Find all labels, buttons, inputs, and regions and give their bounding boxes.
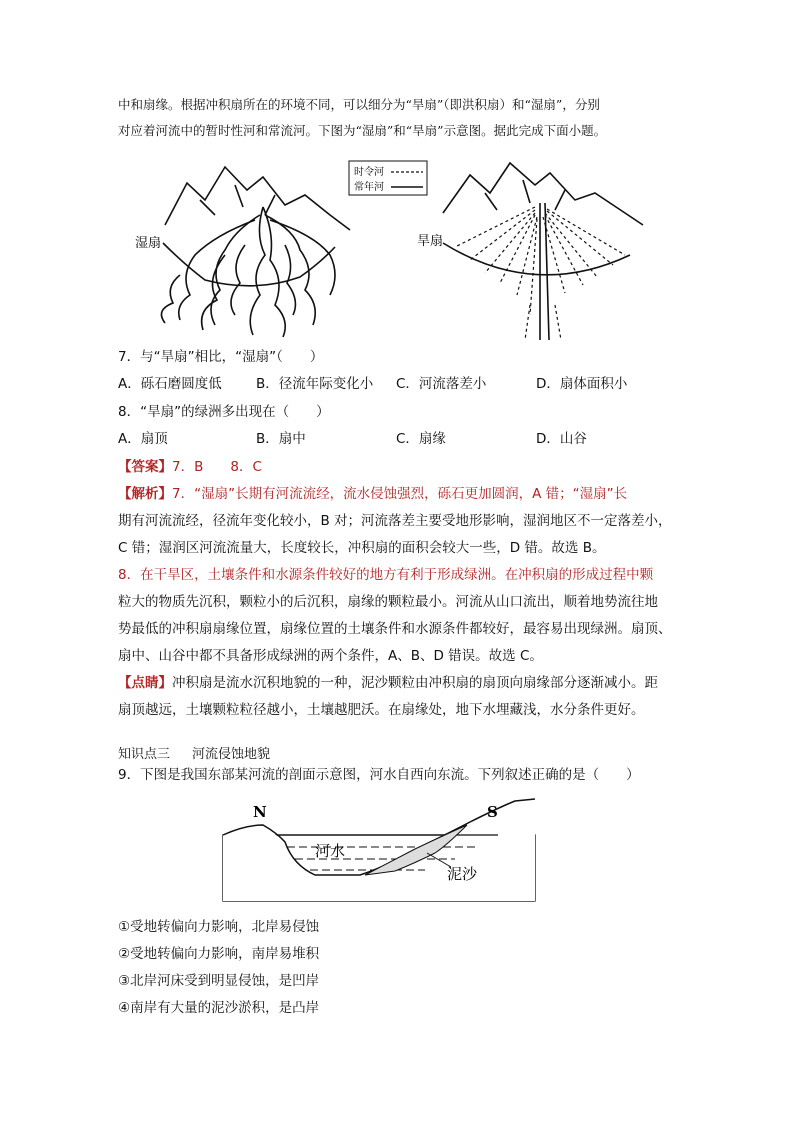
q8-option-d[interactable]: D．山谷: [536, 431, 587, 447]
legend-seasonal-label: 时令河: [354, 167, 384, 178]
wet-fan-drawing: [161, 167, 350, 337]
tip-line-2: 扇顶越远，土壤颗粒粒径越小，土壤越肥沃。在扇缘处，地下水埋藏浅，水分条件更好。: [118, 702, 645, 718]
water-label: 河水: [315, 842, 346, 860]
q8-option-a[interactable]: A．扇顶: [118, 431, 168, 447]
alluvial-fan-figure: [125, 155, 655, 340]
q9-stem: 9．下图是我国东部某河流的剖面示意图，河水自西向东流。下列叙述正确的是（ ）: [118, 767, 640, 783]
answer-text: 7．B 8．C: [172, 459, 262, 475]
q9-statement-3: ③北岸河床受到明显侵蚀，是凹岸: [118, 973, 320, 989]
legend-perennial-label: 常年河: [354, 182, 384, 193]
analysis-tag: 【解析】: [118, 486, 172, 502]
north-label: N: [253, 803, 267, 821]
analysis-line-1: [118, 483, 627, 505]
analysis-line-3: C 错；湿润区河流流量大，长度较长，冲积扇的面积会较大一些，D 错。故选 B。: [118, 540, 606, 556]
q7-option-c[interactable]: C．河流落差小: [396, 376, 487, 392]
section-title: 河流侵蚀地貌: [192, 747, 271, 762]
intro-line-2: 对应着河流中的暂时性河和常流河。下图为“湿扇”和“旱扇”示意图。据此完成下面小题。: [118, 123, 607, 138]
answer-line: [118, 456, 262, 478]
q8-stem: 8．“旱扇”的绿洲多出现在（ ）: [118, 404, 330, 420]
q9-statement-2: ②受地转偏向力影响，南岸易堆积: [118, 946, 320, 962]
river-cross-section-figure: [215, 797, 555, 907]
q7-option-a[interactable]: A．砾石磨圆度低: [118, 376, 222, 392]
q7-option-d[interactable]: D．扇体面积小: [536, 376, 628, 392]
answer-tag: 【答案】: [118, 459, 172, 475]
analysis-line-2: 期有河流流经，径流年变化较小，B 对；河流落差主要受地形影响，湿润地区不一定落差小，: [118, 513, 672, 529]
q9-statement-1: ①受地转偏向力影响，北岸易侵蚀: [118, 919, 320, 935]
q7-option-b[interactable]: B．径流年际变化小: [256, 376, 374, 392]
dry-fan-drawing: [443, 163, 643, 340]
q9-statement-4: ④南岸有大量的泥沙淤积，是凸岸: [118, 1000, 320, 1016]
tip-line-1: [118, 672, 658, 694]
q7-stem: 7．与“旱扇”相比，“湿扇”（ ）: [118, 349, 324, 365]
sediment-label: 泥沙: [447, 865, 478, 883]
q8-option-c[interactable]: C．扇缘: [396, 431, 446, 447]
analysis-line-4: 8．在干旱区，土壤条件和水源条件较好的地方有利于形成绿洲。在冲积扇的形成过程中颗: [118, 567, 654, 583]
q8-option-b[interactable]: B．扇中: [256, 431, 306, 447]
analysis-text-1: 7．“湿扇”长期有河流流经，流水侵蚀强烈，砾石更加圆润，A 错；“湿扇”长: [172, 486, 628, 502]
tip-text-1: 冲积扇是流水沉积地貌的一种，泥沙颗粒由冲积扇的扇顶向扇缘部分逐渐减小。距: [172, 675, 658, 691]
wet-fan-label: 湿扇: [135, 236, 162, 251]
tip-tag: 【点睛】: [118, 675, 172, 691]
analysis-line-5: 粒大的物质先沉积，颗粒小的后沉积，扇缘的颗粒最小。河流从山口流出，顺着地势流往地: [118, 594, 658, 610]
dry-fan-label: 旱扇: [417, 234, 444, 249]
section-label: 知识点三: [118, 747, 171, 762]
analysis-line-7: 扇中、山谷中都不具备形成绿洲的两个条件，A、B、D 错误。故选 C。: [118, 648, 543, 664]
section-header: [118, 744, 270, 766]
south-label: S: [487, 803, 498, 821]
analysis-line-6: 势最低的冲积扇扇缘位置，扇缘位置的土壤条件和水源条件都较好，最容易出现绿洲。扇顶、: [118, 621, 672, 637]
intro-line-1: 中和扇缘。根据冲积扇所在的环境不同，可以细分为“旱扇”（即洪积扇）和“湿扇”，分别: [118, 97, 600, 112]
